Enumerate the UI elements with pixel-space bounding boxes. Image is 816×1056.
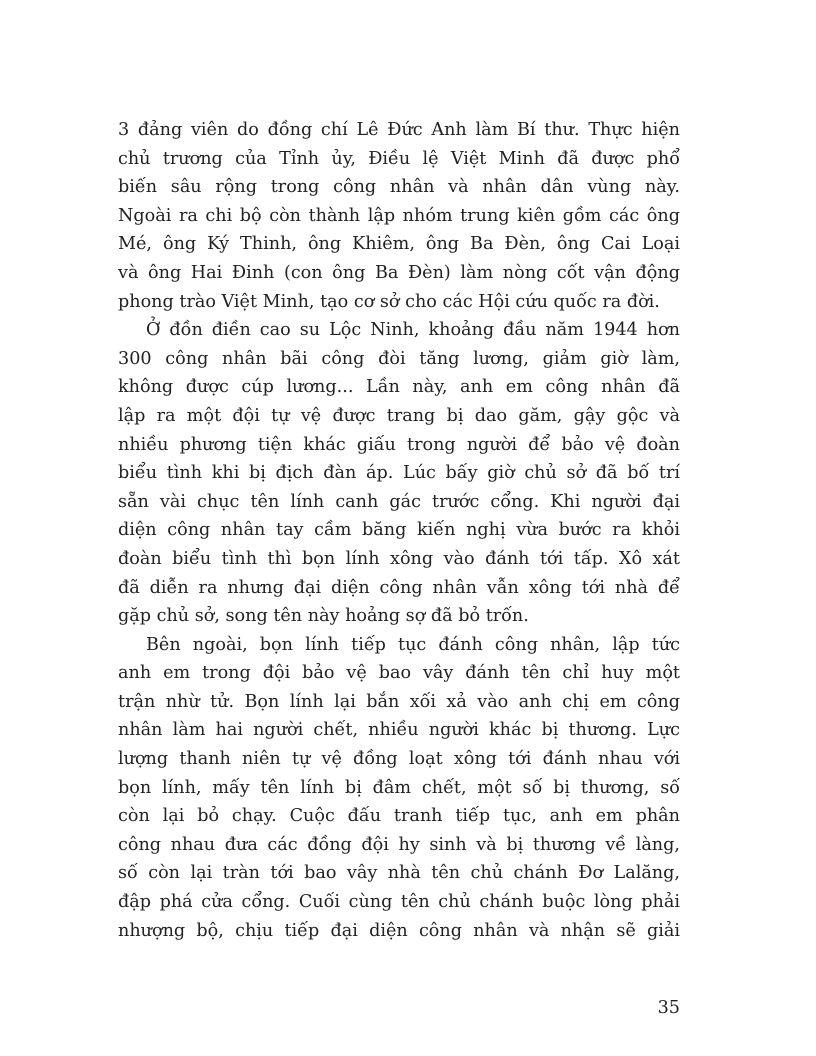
text-line: chủ trương của Tỉnh ủy, Điều lệ Việt Minh đã được phổ: [118, 148, 680, 169]
text-line: và ông Hai Đinh (con ông Ba Đèn) làm nòng cốt vận động: [118, 262, 680, 283]
text-line: đập phá cửa cổng. Cuối cùng tên chủ chánh buộc lòng phải: [118, 892, 680, 913]
text-line: nhân làm hai người chết, nhiều người khác bị thương. Lực: [118, 720, 680, 741]
paragraph: [118, 316, 680, 631]
text-line: lượng thanh niên tự vệ đồng loạt xông tới đánh nhau với: [118, 749, 680, 770]
text-line: gặp chủ sở, song tên này hoảng sợ đã bỏ trốn.: [118, 606, 529, 627]
text-line: nhiều phương tiện khác giấu trong người để bảo vệ đoàn: [118, 434, 680, 455]
text-line: sẵn vài chục tên lính canh gác trước cổng. Khi người đại: [118, 491, 680, 512]
text-line: Mé, ông Ký Thinh, ông Khiêm, ông Ba Đèn, ông Cai Loại: [118, 234, 680, 255]
text-line: anh em trong đội bảo vệ bao vây đánh tên chỉ huy một: [118, 663, 680, 684]
text-line: số còn lại tràn tới bao vây nhà tên chủ chánh Đơ Lalăng,: [118, 863, 680, 884]
text-line: Ngoài ra chi bộ còn thành lập nhóm trung kiên gồm các ông: [118, 205, 680, 226]
text-line: Ở đồn điền cao su Lộc Ninh, khoảng đầu năm 1944 hơn: [146, 320, 680, 341]
text-line: 300 công nhân bãi công đòi tăng lương, giảm giờ làm,: [118, 348, 680, 369]
paragraph: [118, 631, 680, 946]
text-line: biến sâu rộng trong công nhân và nhân dân vùng này.: [118, 177, 680, 198]
text-line: diện công nhân tay cầm băng kiến nghị vừa bước ra khỏi: [118, 520, 680, 541]
text-line: lập ra một đội tự vệ được trang bị dao găm, gậy gộc và: [118, 405, 680, 426]
text-line: 3 đảng viên do đồng chí Lê Đức Anh làm Bí thư. Thực hiện: [118, 120, 680, 140]
text-line: phong trào Việt Minh, tạo cơ sở cho các Hội cứu quốc ra đời.: [118, 291, 660, 312]
text-line: còn lại bỏ chạy. Cuộc đấu tranh tiếp tục, anh em phân: [118, 806, 680, 827]
text-line: công nhau đưa các đồng đội hy sinh và bị thương về làng,: [118, 834, 680, 855]
page-number: 35: [657, 998, 680, 1018]
paragraph: [118, 116, 680, 316]
text-line: không được cúp lương... Lần này, anh em công nhân đã: [118, 377, 680, 398]
body-text: [118, 116, 680, 945]
text-line: biểu tình khi bị địch đàn áp. Lúc bấy giờ chủ sở đã bố trí: [118, 463, 680, 484]
text-line: trận nhừ tử. Bọn lính lại bắn xối xả vào anh chị em công: [118, 691, 680, 712]
text-line: nhượng bộ, chịu tiếp đại diện công nhân và nhận sẽ giải: [118, 920, 680, 941]
text-line: đoàn biểu tình thì bọn lính xông vào đánh tới tấp. Xô xát: [118, 548, 680, 569]
text-line: đã diễn ra nhưng đại diện công nhân vẫn xông tới nhà để: [118, 577, 680, 598]
text-line: bọn lính, mấy tên lính bị đâm chết, một số bị thương, số: [118, 777, 680, 798]
text-line: Bên ngoài, bọn lính tiếp tục đánh công nhân, lập tức: [146, 634, 680, 655]
